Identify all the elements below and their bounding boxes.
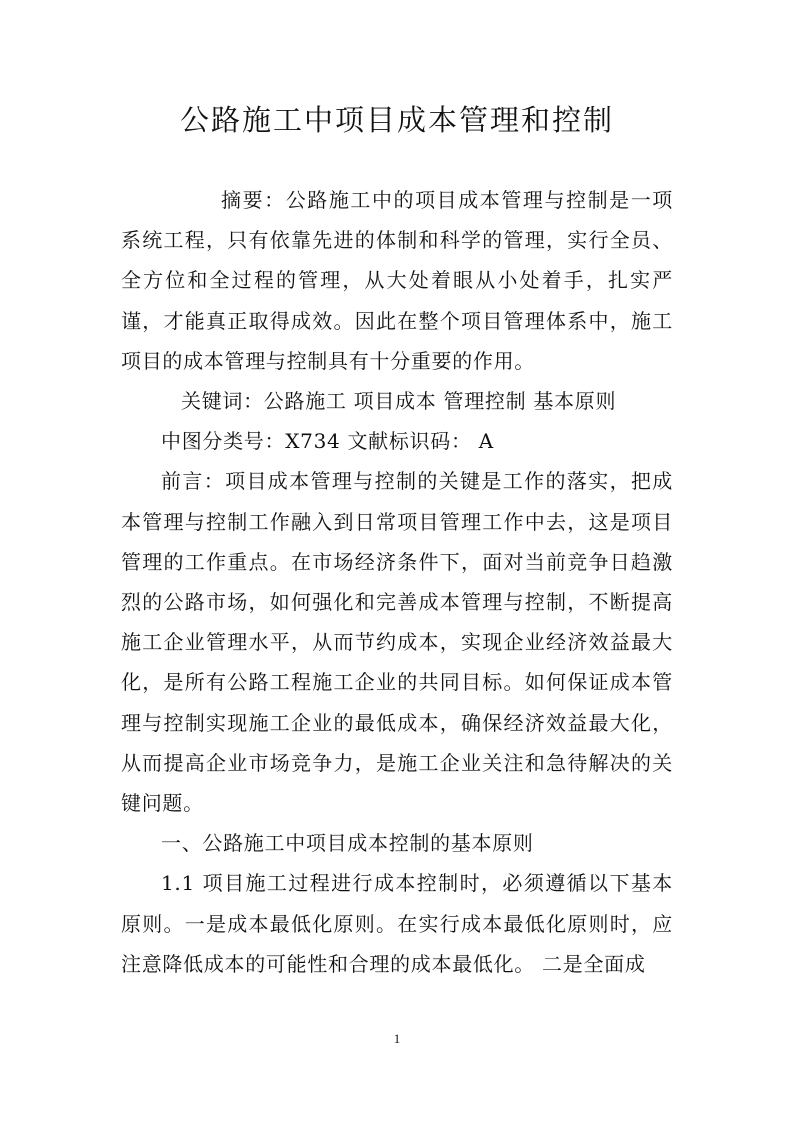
keywords-line: 关键词：公路施工 项目成本 管理控制 基本原则 bbox=[181, 389, 617, 414]
classification-line: 中图分类号：X734 文献标识码： A bbox=[161, 429, 494, 454]
section-paragraph: 1.1 项目施工过程进行成本控制时，必须遵循以下基本原则。一是成本最低化原则。在实行成本最低化原则时，应注意降低成本的可能性和合理的成本最低化。 二是全面成 bbox=[121, 871, 673, 976]
document-title: 公路施工中项目成本管理和控制 bbox=[179, 103, 614, 137]
document-body bbox=[121, 180, 673, 984]
section-heading: 一、公路施工中项目成本控制的基本原则 bbox=[161, 831, 534, 856]
abstract-paragraph: 摘要：公路施工中的项目成本管理与控制是一项系统工程，只有依靠先进的体制和科学的管理，实行全员、全方位和全过程的管理，从大处着眼从小处着手，扎实严谨，才能真正取得成效。因此在整个项目管理体系中，施工项目的成本管理与控制具有十分重要的作用。 bbox=[121, 188, 673, 373]
page-number: 1 bbox=[393, 1031, 401, 1046]
preface-paragraph: 前言：项目成本管理与控制的关键是工作的落实，把成本管理与控制工作融入到日常项目管理工作中去，这是项目管理的工作重点。在市场经济条件下，面对当前竞争日趋激烈的公路市场，如何强化和完善成本管理与控制，不断提高施工企业管理水平，从而节约成本，实现企业经济效益最大化，是所有公路工程施工企业的共同目标。如何保证成本管理与控制实现施工企业的最低成本，确保经济效益最大化，从而提高企业市场竞争力，是施工企业关注和急待解决的关键问题。 bbox=[121, 469, 673, 816]
